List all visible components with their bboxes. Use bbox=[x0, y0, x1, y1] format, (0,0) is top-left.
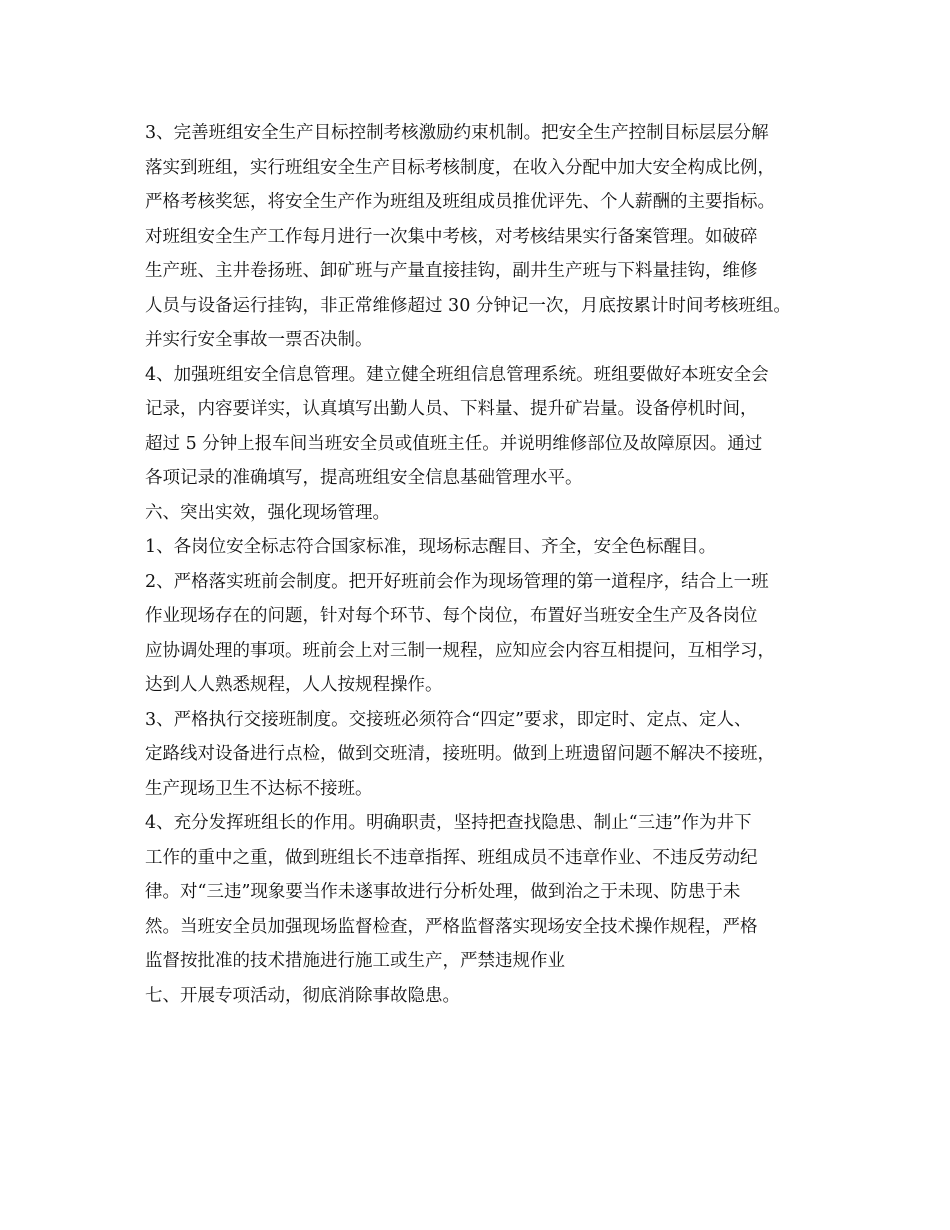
text-line: 定路线对设备进行点检，做到交班清，接班明。做到上班遗留问题不解决不接班， bbox=[145, 744, 775, 764]
text-line: 3、完善班组安全生产目标控制考核激励约束机制。把安全生产控制目标层层分解 bbox=[145, 123, 769, 143]
text-line: 严格考核奖惩，将安全生产作为班组及班组成员推优评先、个人薪酬的主要指标。 bbox=[145, 192, 775, 212]
text-line: 工作的重中之重，做到班组长不违章指挥、班组成员不违章作业、不违反劳动纪 bbox=[145, 847, 758, 868]
text-line: 落实到班组，实行班组安全生产目标考核制度，在收入分配中加大安全构成比例， bbox=[145, 157, 775, 178]
text-line: 4、充分发挥班组长的作用。明确职责，坚持把查找隐患、制止“三违”作为井下 bbox=[145, 813, 752, 833]
text-line: 各项记录的准确填写，提高班组安全信息基础管理水平。 bbox=[145, 468, 583, 488]
body-text bbox=[145, 116, 825, 1013]
text-line: 4、加强班组安全信息管理。建立健全班组信息管理系统。班组要做好本班安全会 bbox=[145, 364, 769, 385]
text-line: 记录，内容要详实，认真填写出勤人员、下料量、提升矿岩量。设备停机时间， bbox=[145, 399, 758, 419]
text-line: 监督按批准的技术措施进行施工或生产，严禁违规作业 bbox=[145, 951, 565, 971]
text-line: 超过 5 分钟上报车间当班安全员或值班主任。并说明维修部位及故障原因。通过 bbox=[145, 433, 763, 454]
text-line: 生产班、主井卷扬班、卸矿班与产量直接挂钩，副井生产班与下料量挂钩，维修 bbox=[145, 261, 758, 281]
text-line: 应协调处理的事项。班前会上对三制一规程，应知应会内容互相提问，互相学习， bbox=[145, 640, 775, 661]
text-line: 作业现场存在的问题，针对每个环节、每个岗位，布置好当班安全生产及各岗位 bbox=[145, 606, 758, 626]
text-line: 1、各岗位安全标志符合国家标准，现场标志醒目、齐全，安全色标醒目。 bbox=[145, 537, 717, 557]
text-line: 并实行安全事故一票否决制。 bbox=[145, 330, 373, 350]
text-line: 达到人人熟悉规程，人人按规程操作。 bbox=[145, 675, 443, 695]
text-line: 对班组安全生产工作每月进行一次集中考核，对考核结果实行备案管理。如破碎 bbox=[145, 226, 758, 247]
text-line: 生产现场卫生不达标不接班。 bbox=[145, 778, 373, 799]
section-heading: 六、突出实效，强化现场管理。 bbox=[145, 502, 390, 523]
text-line: 人员与设备运行挂钩，非正常维修超过 30 分钟记一次，月底按累计时间考核班组。 bbox=[145, 295, 791, 316]
text-line: 然。当班安全员加强现场监督检查，严格监督落实现场安全技术操作规程，严格 bbox=[145, 916, 758, 937]
text-line: 律。对“三违”现象要当作未遂事故进行分析处理，做到治之于未现、防患于未 bbox=[145, 882, 741, 902]
section-heading: 七、开展专项活动，彻底消除事故隐患。 bbox=[145, 985, 460, 1006]
text-line: 2、严格落实班前会制度。把开好班前会作为现场管理的第一道程序，结合上一班 bbox=[145, 571, 769, 592]
text-line: 3、严格执行交接班制度。交接班必须符合“四定”要求，即定时、定点、定人、 bbox=[145, 709, 752, 730]
